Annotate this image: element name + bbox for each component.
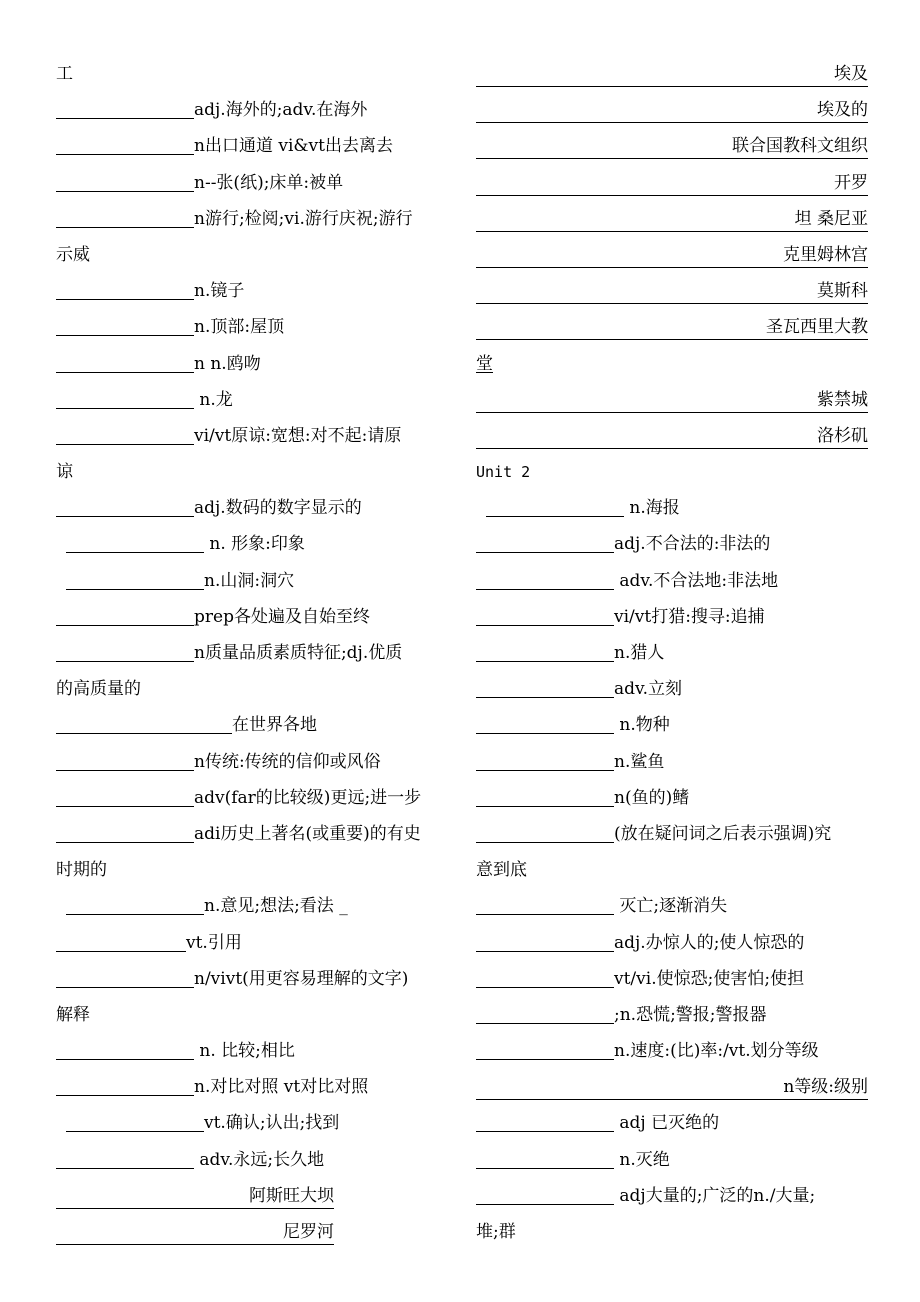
- right-vocab-line: [476, 454, 870, 490]
- answer-blank[interactable]: [66, 567, 204, 590]
- right-vocab-line: [476, 128, 870, 164]
- right-vocab-line: [476, 1178, 870, 1214]
- right-vocab-line: [476, 1142, 870, 1178]
- answer-blank-filled: [476, 1075, 868, 1100]
- definition-text: n.镜子: [194, 281, 245, 302]
- definition-text: vt.引用: [186, 932, 242, 953]
- term-text: 洛杉矶: [817, 425, 868, 446]
- left-vocab-line: [56, 671, 448, 707]
- term-text: 联合国教科文组织: [732, 136, 868, 157]
- answer-blank[interactable]: [476, 1037, 614, 1060]
- left-vocab-line: [56, 1105, 448, 1141]
- left-vocab-line: [56, 816, 448, 852]
- left-vocab-line: [56, 925, 448, 961]
- answer-blank[interactable]: [56, 422, 194, 445]
- answer-blank-filled: [476, 279, 868, 304]
- answer-blank[interactable]: [66, 530, 204, 553]
- definition-text: 时期的: [56, 860, 107, 881]
- answer-blank[interactable]: [56, 205, 194, 228]
- left-vocab-line: [56, 165, 448, 201]
- left-vocab-line: [56, 237, 448, 273]
- definition-text: n. 比较;相比: [194, 1041, 295, 1062]
- left-vocab-line: [56, 563, 448, 599]
- right-vocab-line: [476, 418, 870, 454]
- right-vocab-line: [476, 744, 870, 780]
- definition-text: n.速度:(比)率:/vt.划分等级: [614, 1041, 819, 1062]
- left-vocab-line: [56, 273, 448, 309]
- left-vocab-line: [56, 1069, 448, 1105]
- answer-blank[interactable]: [476, 567, 614, 590]
- answer-blank[interactable]: [476, 603, 614, 626]
- right-vocab-line: [476, 563, 870, 599]
- definition-text: n游行;检阅;vi.游行庆祝;游行: [194, 208, 413, 229]
- answer-blank[interactable]: [476, 530, 614, 553]
- answer-blank-filled: [56, 1220, 334, 1245]
- definition-text: n传统:传统的信仰或风俗: [194, 751, 381, 772]
- right-vocab-line: [476, 780, 870, 816]
- right-vocab-line: [476, 165, 870, 201]
- definition-text: 的高质量的: [56, 679, 141, 700]
- left-vocab-line: [56, 852, 448, 888]
- definition-text: vt/vi.使惊恐;使害怕;使担: [614, 968, 805, 989]
- definition-text: (放在疑问词之后表示强调)究: [614, 823, 832, 844]
- definition-text: Unit 2: [476, 463, 531, 482]
- term-text: 埃及的: [817, 100, 868, 121]
- definition-text: 意到底: [476, 860, 527, 881]
- answer-blank[interactable]: [66, 892, 204, 915]
- answer-blank[interactable]: [56, 1073, 194, 1096]
- answer-blank[interactable]: [56, 132, 194, 155]
- answer-blank-filled: [476, 62, 868, 87]
- right-vocab-line: [476, 382, 870, 418]
- definition-text: n. 形象:印象: [204, 534, 305, 555]
- answer-blank[interactable]: [56, 169, 194, 192]
- answer-blank[interactable]: [56, 494, 194, 517]
- answer-blank[interactable]: [56, 1146, 194, 1169]
- definition-text: vt.确认;认出;找到: [204, 1113, 340, 1134]
- left-vocab-line: [56, 309, 448, 345]
- definition-text: 灭亡;逐渐消失: [614, 896, 728, 917]
- definition-text: n.物种: [614, 715, 670, 736]
- right-vocab-line: [476, 635, 870, 671]
- answer-blank[interactable]: [486, 494, 624, 517]
- right-vocab-line: [476, 1105, 870, 1141]
- term-text: 紫禁城: [817, 389, 868, 410]
- answer-blank[interactable]: [476, 1109, 614, 1132]
- right-vocab-line: [476, 961, 870, 997]
- answer-blank[interactable]: [56, 1037, 194, 1060]
- left-vocab-line: [56, 744, 448, 780]
- right-vocab-line: [476, 237, 870, 273]
- term-text: 阿斯旺大坝: [249, 1185, 334, 1206]
- left-vocab-line: [56, 1178, 448, 1214]
- right-vocab-line: [476, 707, 870, 743]
- answer-blank-filled: [56, 1184, 334, 1209]
- definition-text: n.山洞:洞穴: [204, 570, 295, 591]
- left-vocab-line: [56, 997, 448, 1033]
- answer-blank-filled: [476, 207, 868, 232]
- right-vocab-line: [476, 925, 870, 961]
- answer-blank-filled: [476, 98, 868, 123]
- definition-text: 示威: [56, 244, 90, 265]
- answer-blank-filled: [476, 315, 868, 340]
- definition-text: adj 已灭绝的: [614, 1113, 720, 1134]
- left-vocab-line: [56, 382, 448, 418]
- left-vocab-line: [56, 1033, 448, 1069]
- definition-text: n--张(纸);床单:被单: [194, 172, 344, 193]
- left-vocab-line: [56, 635, 448, 671]
- answer-blank[interactable]: [476, 820, 614, 843]
- term-text: 开罗: [834, 172, 868, 193]
- term-text: 圣瓦西里大教: [766, 317, 868, 338]
- definition-text: adj大量的;广泛的n./大量;: [614, 1185, 816, 1206]
- answer-blank[interactable]: [476, 929, 614, 952]
- definition-text: 堆;群: [476, 1222, 516, 1242]
- answer-blank-filled: [476, 424, 868, 449]
- left-vocab-line: [56, 961, 448, 997]
- term-text: 坦 桑尼亚: [794, 208, 868, 229]
- answer-blank[interactable]: [476, 965, 614, 988]
- left-vocab-line: [56, 201, 448, 237]
- definition-text: adj.海外的;adv.在海外: [194, 100, 368, 121]
- definition-text: n出口通道 vi&vt出去离去: [194, 136, 393, 157]
- left-vocab-line: [56, 1214, 448, 1250]
- definition-text: n.鲨鱼: [614, 751, 665, 772]
- definition-text: adv(far的比较级)更远;进一步: [194, 787, 422, 808]
- right-vocab-line: [476, 56, 870, 92]
- definition-text: n.龙: [194, 389, 233, 410]
- answer-blank[interactable]: [476, 675, 614, 698]
- term-text: n等级:级别: [783, 1077, 868, 1098]
- right-column: [476, 56, 870, 1250]
- definition-text: adi历史上著名(或重要)的有史: [194, 823, 421, 844]
- definition-text: adj.不合法的:非法的: [614, 534, 771, 555]
- definition-text: n.顶部:屋顶: [194, 317, 285, 338]
- answer-blank[interactable]: [476, 711, 614, 734]
- right-vocab-line: [476, 1033, 870, 1069]
- definition-text: vi/vt打猎:搜寻:追捕: [614, 606, 765, 627]
- definition-text: adj.数码的数字显示的: [194, 498, 362, 519]
- answer-blank-filled: [476, 243, 868, 268]
- left-vocab-line: [56, 418, 448, 454]
- definition-text: n/vivt(用更容易理解的文字): [194, 968, 409, 989]
- answer-blank[interactable]: [476, 748, 614, 771]
- left-column: [56, 56, 448, 1250]
- definition-text: adv.不合法地:非法地: [614, 570, 779, 591]
- term-text: 埃及: [834, 64, 868, 84]
- definition-text: vi/vt原谅:宽想:对不起:请原: [194, 425, 402, 446]
- answer-blank[interactable]: [476, 1001, 614, 1024]
- right-vocab-line: [476, 671, 870, 707]
- answer-blank[interactable]: [56, 350, 194, 373]
- answer-blank[interactable]: [56, 603, 194, 626]
- right-vocab-line: [476, 1069, 870, 1105]
- left-vocab-line: [56, 1142, 448, 1178]
- left-vocab-line: [56, 780, 448, 816]
- left-vocab-line: [56, 888, 448, 924]
- right-vocab-line: [476, 273, 870, 309]
- answer-blank[interactable]: [56, 748, 194, 771]
- answer-blank[interactable]: [56, 313, 194, 336]
- answer-blank-filled: [476, 171, 868, 196]
- answer-blank[interactable]: [56, 965, 194, 988]
- definition-text: n质量品质素质特征;dj.优质: [194, 643, 403, 663]
- answer-blank[interactable]: [476, 1182, 614, 1205]
- left-vocab-line: [56, 56, 448, 92]
- right-vocab-line: [476, 816, 870, 852]
- definition-text: n n.鸥吻: [194, 353, 261, 374]
- definition-text: n.灭绝: [614, 1149, 670, 1170]
- answer-blank[interactable]: [56, 386, 194, 409]
- right-vocab-line: [476, 490, 870, 526]
- definition-text: n(鱼的)鳍: [614, 787, 690, 808]
- answer-blank-filled: [476, 134, 868, 159]
- definition-text: ;n.恐慌;警报;警报器: [614, 1004, 767, 1025]
- answer-blank[interactable]: [56, 929, 186, 952]
- right-vocab-line: [476, 201, 870, 237]
- right-vocab-line: [476, 888, 870, 924]
- answer-blank[interactable]: [476, 639, 614, 662]
- answer-blank[interactable]: [56, 639, 194, 662]
- term-text: 尼罗河: [283, 1222, 334, 1242]
- answer-blank[interactable]: [56, 784, 194, 807]
- answer-blank[interactable]: [476, 892, 614, 915]
- definition-text: 工: [56, 64, 73, 84]
- definition-text: adj.办惊人的;使人惊恐的: [614, 932, 805, 953]
- definition-text: n.海报: [624, 498, 680, 519]
- left-vocab-line: [56, 490, 448, 526]
- answer-blank[interactable]: [56, 96, 194, 119]
- definition-text: 解释: [56, 1004, 90, 1025]
- answer-blank[interactable]: [476, 1146, 614, 1169]
- right-vocab-line: [476, 526, 870, 562]
- left-vocab-line: [56, 526, 448, 562]
- answer-blank[interactable]: [56, 277, 194, 300]
- right-vocab-line: [476, 1214, 870, 1250]
- left-vocab-line: [56, 92, 448, 128]
- right-vocab-line: [476, 346, 870, 382]
- term-text: 莫斯科: [817, 281, 868, 302]
- definition-text: prep各处遍及自始至终: [194, 606, 370, 627]
- definition-text: 在世界各地: [232, 715, 317, 736]
- left-vocab-line: [56, 707, 448, 743]
- answer-blank[interactable]: [56, 820, 194, 843]
- definition-text: 谅: [56, 462, 73, 483]
- definition-text: 堂: [476, 353, 493, 374]
- definition-text: adv.永远;长久地: [194, 1149, 325, 1170]
- answer-blank[interactable]: [476, 784, 614, 807]
- term-text: 克里姆林宫: [783, 244, 868, 265]
- right-vocab-line: [476, 997, 870, 1033]
- answer-blank[interactable]: [56, 711, 232, 734]
- right-vocab-line: [476, 309, 870, 345]
- left-vocab-line: [56, 346, 448, 382]
- left-vocab-line: [56, 454, 448, 490]
- right-vocab-line: [476, 599, 870, 635]
- left-vocab-line: [56, 599, 448, 635]
- right-vocab-line: [476, 852, 870, 888]
- definition-text: adv.立刻: [614, 679, 683, 700]
- definition-text: n.猎人: [614, 643, 665, 663]
- answer-blank-filled: [476, 388, 868, 413]
- definition-text: n.意见;想法;看法 _: [204, 896, 348, 917]
- answer-blank[interactable]: [66, 1109, 204, 1132]
- definition-text: n.对比对照 vt对比对照: [194, 1077, 369, 1098]
- left-vocab-line: [56, 128, 448, 164]
- right-vocab-line: [476, 92, 870, 128]
